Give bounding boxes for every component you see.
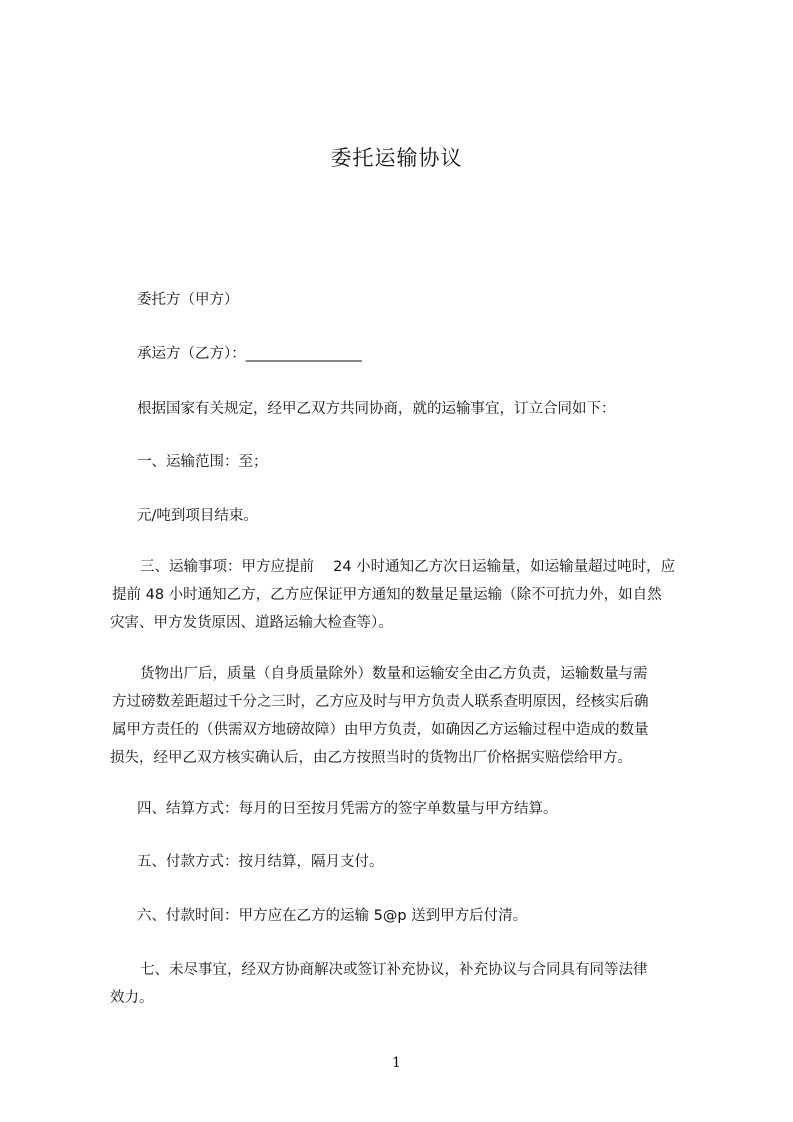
- paragraph-preamble: [110, 395, 737, 423]
- paragraph-line: 元/吨到项目结束。: [137, 508, 258, 524]
- paragraph-line: 四、结算方式：每月的日至按月凭需方的签字单数量与甲方结算。: [137, 801, 558, 817]
- paragraph-line: 提前 48 小时通知乙方，乙方应保证甲方通知的数量足量运输（除不可抗力外，如自然: [112, 587, 662, 603]
- paragraph-line: 七、未尽事宜，经双方协商解决或签订补充协议，补充协议与合同具有同等法律: [140, 962, 648, 978]
- paragraph-payment-method: [110, 848, 737, 876]
- paragraph-line: 一、运输范围：至；: [137, 454, 268, 470]
- paragraph-settlement: [110, 795, 737, 823]
- paragraph-line: 货物出厂后，质量（自身质量除外）数量和运输安全由乙方负责，运输数量与需: [140, 666, 648, 682]
- paragraph-line: 六、付款时间：甲方应在乙方的运输 5@p 送到甲方后付清。: [137, 908, 528, 924]
- paragraph-payment-time: [110, 902, 737, 930]
- paragraph-client: [110, 286, 737, 314]
- paragraph-rate: [110, 502, 737, 530]
- paragraph-line: 效力。: [110, 990, 154, 1006]
- paragraph-line: 三、运输事项：甲方应提前 24 小时通知乙方次日运输量，如运输量超过吨时，应: [140, 559, 676, 575]
- paragraph-line: 根据国家有关规定，经甲乙双方共同协商，就的运输事宜，订立合同如下：: [137, 401, 616, 417]
- paragraph-line: 承运方（乙方）：________________: [137, 346, 362, 362]
- paragraph-miscellaneous: [110, 956, 710, 1012]
- paragraph-line: 灾害、甲方发货原因、道路运输大检查等）。: [110, 615, 393, 631]
- paragraph-line: 属甲方责任的（供需双方地磅故障）由甲方负责，如确因乙方运输过程中造成的数量: [112, 722, 649, 738]
- paragraph-transport-matters: [110, 553, 710, 637]
- paragraph-line: 方过磅数差距超过千分之三时，乙方应及时与甲方负责人联系查明原因，经核实后确: [112, 694, 649, 710]
- paragraph-line: 五、付款方式：按月结算，隔月支付。: [137, 854, 384, 870]
- page-number: 1: [392, 1055, 401, 1071]
- paragraph-line: 委托方（甲方）: [137, 292, 239, 308]
- paragraph-goods-responsibility: [110, 660, 710, 772]
- paragraph-scope: [110, 448, 737, 476]
- paragraph-carrier: [110, 340, 737, 368]
- paragraph-line: 损失，经甲乙双方核实确认后，由乙方按照当时的货物出厂价格据实赔偿给甲方。: [110, 750, 632, 766]
- document-title: 委托运输协议: [330, 146, 463, 170]
